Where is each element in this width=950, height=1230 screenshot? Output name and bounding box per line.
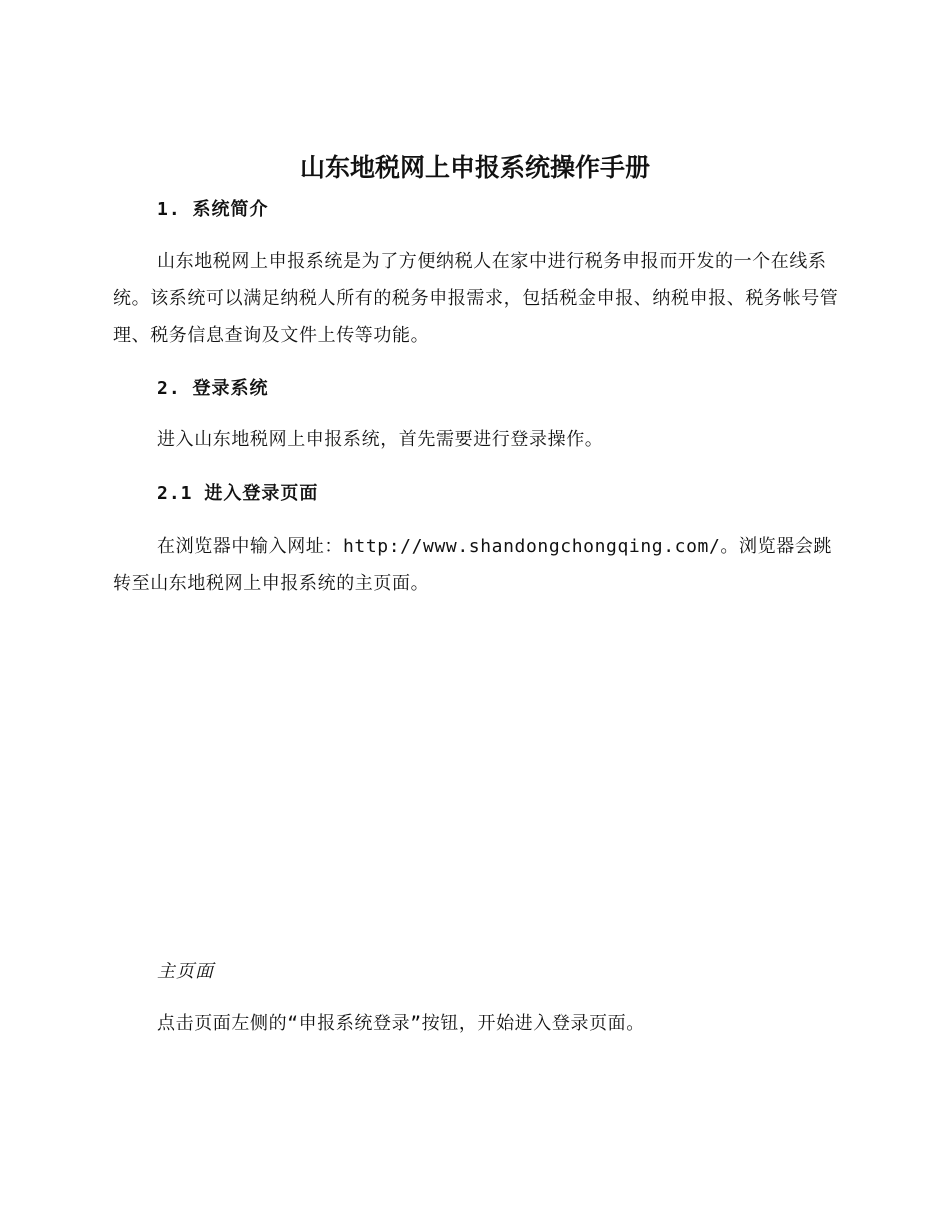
section-paragraph-login: 进入山东地税网上申报系统，首先需要进行登录操作。 [157, 429, 604, 450]
figure-caption: 主页面 [157, 961, 214, 982]
section-heading-login-page: 2.1 进入登录页面 [157, 483, 319, 504]
figure-placeholder [113, 610, 843, 950]
section-heading-login: 2. 登录系统 [157, 378, 269, 399]
section-paragraph-login-page: 在浏览器中输入网址：http://www.shandongchongqing.com/。浏览器会跳转至山东地税网上申报系统的主页面。 [113, 536, 833, 594]
closing-paragraph: 点击页面左侧的“申报系统登录”按钮，开始进入登录页面。 [157, 1013, 645, 1034]
section-heading-intro: 1. 系统简介 [157, 199, 269, 220]
document-title: 山东地税网上申报系统操作手册 [299, 153, 650, 182]
section-paragraph-intro: 山东地税网上申报系统是为了方便纳税人在家中进行税务申报而开发的一个在线系统。该系统可以满足纳税人所有的税务申报需求，包括税金申报、纳税申报、税务帐号管理、税务信息查询及文件上传等功能。 [113, 251, 839, 346]
